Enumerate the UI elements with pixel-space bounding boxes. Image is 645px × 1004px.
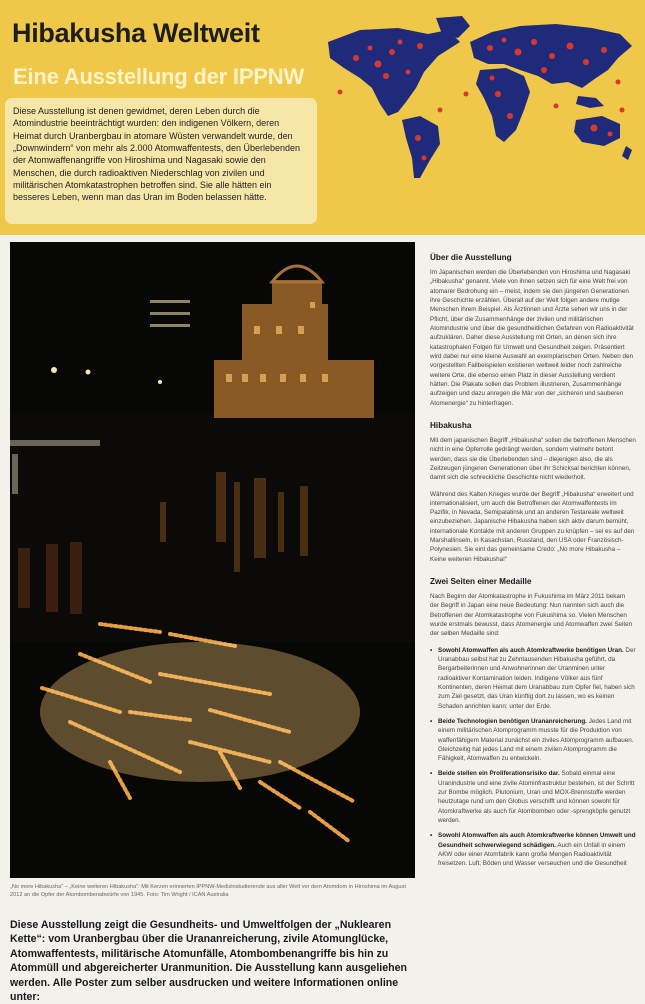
bullet-text: Der Uranabbau selbst hat zu Zehntausenden Hibakusha geführt, da Bergarbeiterinnen und Anwohnerinnen der Uranminen unter radioaktiver Kontamination leiden. Indigene Völker aus fünf Kontinenten, deren Heimat dem Uranabbau zum Opfer fiel, haben sich zum Ziel gesetzt, das Uran künftig dort zu lassen, wo es keinen Schaden anrichten kann: unter der Erde. — [438, 646, 636, 710]
poster-subtitle: Eine Ausstellung der IPPNW — [13, 64, 305, 89]
world-map-icon — [320, 12, 638, 182]
bullet-text: Sobald einmal eine Uranindustrie und eine zivile Atominfrastruktur bestehen, ist der Schritt zur Bombe möglich. Plutonium, Uran und MOX-Brennstoffe werden heutzutage rund um den Globus verschifft und können sowohl für Atomkraftwerke als auch für Atombomben oder -sprengköpfe genutzt werden. — [438, 770, 635, 825]
section-heading-hibakusha: Hibakusha — [430, 420, 472, 430]
bullet-item — [430, 831, 636, 868]
right-text-column — [430, 252, 636, 881]
bullet-text: Jedes Land mit einem militärischen Atomprogramm musste für die Produktion von waffenfähigem Material zunächst ein ziviles Atomprogramm aufbauen. Gleichzeitig hat jedes Land mit einem zivilen Atomprogramm die Fähigkeit, Atomwaffen zu entwickeln. — [438, 717, 634, 763]
section-hibakusha-text-2: Während des Kalten Krieges wurde der Begriff „Hibakusha“ erweitert und internationalisiert, um auch die Betroffenen der Atomwaffentests im Pazifik, in Nevada, Semipalatinsk und an anderen Testareale weltweit einzubeziehen. Japanische Hibakusha haben sich aktiv darum bemüht, internationale Kontakte mit anderen Gruppen zu knüpfen – sei es auf den Marshallinseln, in Kasachstan, Russland, den USA oder Französisch-Polynesien. Sie eint das gemeinsame Credo: „No more Hibakusha – Keine weiteren Hibakusha!“ — [430, 490, 635, 563]
bullet-heading: Sowohl Atomwaffen als auch Atomkraftwerke können Umwelt und Gesundheit schwerwiegend schädigen. — [438, 832, 636, 849]
bullet-heading: Beide Technologien benötigen Urananreicherung. — [438, 717, 587, 725]
poster-header — [0, 0, 645, 235]
bullet-item — [430, 646, 636, 711]
intro-text-box: Diese Ausstellung ist denen gewidmet, deren Leben durch die Atomindustrie beeinträchtigt wurden: den indigenen Völkern, deren Heimat durch Uranbergbau in atomare Wüsten verwandelt wurde, den „Downwindern“ von mehr als 2.000 Atomwaffentests, den Überlebenden der Atomwaffenangriffe von Hiroshima und Nagasaki sowie den Menschen, die durch radioaktiven Niederschlag von zivilen und militärischen Atomkatastrophen betroffen sind. Sie alle hätten ein besseres Leben, wenn man das Uran im Boden belassen hätte. — [5, 98, 317, 224]
section-heading-about: Über die Ausstellung — [430, 253, 512, 262]
section-two-sides-text: Nach Beginn der Atomkatastrophe in Fukushima im März 2011 bekam der Begriff in Japan eine neue Bedeutung: Nun nannten sich auch die Betroffenen der Atomkatastrophe von Fukushima so. Vielen Menschen wurde erstmals bewusst, dass Atomenergie und Atomwaffen zwei Seiten der selben Medaille sind: — [430, 593, 633, 638]
exhibition-info-text: Diese Ausstellung zeigt die Gesundheits- und Umweltfolgen der „Nuklearen Kette“: vom Uranbergbau über die Urananreicherung, zivile Atomunglücke, Atomwaffentests, militärische Atomunfälle, Atombombenangriffe bis hin zu Atommüll und abgereicherter Uranmunition. Die Ausstellung kann ausgeliehen werden. Alle Poster zum selber ausdrucken und weitere Informationen online unter: — [10, 919, 407, 1004]
section-hibakusha-text-1: Mit dem japanischen Begriff „Hibakusha“ sollen die betroffenen Menschen nicht in eine Opferrolle gedrängt werden, sondern vielmehr betont werden, dass sie die Überlebenden sind – diejenigen also, die als Zeitzeugen jüngeren Generationen über ihr Schicksal berichten können, damit sich die schreckliche Geschichte nicht wiederholt. — [430, 436, 636, 482]
bullet-heading: Sowohl Atomwaffen als auch Atomkraftwerke benötigen Uran. — [438, 646, 624, 654]
section-heading-two-sides: Zwei Seiten einer Medaille — [430, 577, 532, 587]
bullet-item — [430, 769, 636, 825]
photo-caption: „No more Hibakusha“ – „Keine weiteren Hibakusha“: Mit Kerzen erinnerten IPPNW-Medizinstudierende aus aller Welt vor dem Atomdom in Hiroshima im August 2012 an die Opfer der Atombombenabwürfe von 1945. Foto: Tim Wright / ICAN Australia — [10, 884, 406, 898]
bullet-text: Auch ein Unfall in einem AKW oder einer Atomfabrik kann große Mengen Radioaktivität freisetzen. Luft, Böden und Wasser verseuchen und die Gesundheit — [438, 841, 627, 868]
section-about-text: Im Japanischen werden die Überlebenden von Hiroshima und Nagasaki „Hibakusha“ genannt. Viele von ihnen setzen sich für eine Welt frei von atomarer Bedrohung ein – meist, indem sie den jüngeren Generationen ihre Geschichte erzählen. Überall auf der Welt folgen andere mutige Menschen ihrem Beispiel. Als Ärztinnen und Ärzte sehen wir uns in der Pflicht, über die Zusammenhänge der zivilen und militärischen Atomindustrie und über die gesundheitlichen Gefahren von Radioaktivität aufzuklären. Daher diese Ausstellung mit Orten, an denen sich ihre katastrophalen Folgen für Umwelt und Gesundheit zeigen. Präsentiert wird dabei nur eine kleine Auswahl an exemplarischen Orten. Neben den vorgestellten Fallbeispielen existieren weltweit leider noch zahlreiche weitere Orte, die ebenso einen Platz in dieser Ausstellung verdient hätten. Die Plakate sollen das Problem illustrieren, Zusammenhänge aufzeigen und dazu anregen die Mär von der „sicheren und sauberen Atomenergie“ zu hinterfragen. — [430, 269, 634, 407]
poster-title: Hibakusha Weltweit — [12, 18, 260, 48]
hiroshima-dome-candle-photo — [10, 242, 415, 878]
bullet-heading: Beide stellen ein Proliferationsrisiko dar. — [438, 770, 560, 778]
bullet-item — [430, 717, 636, 764]
